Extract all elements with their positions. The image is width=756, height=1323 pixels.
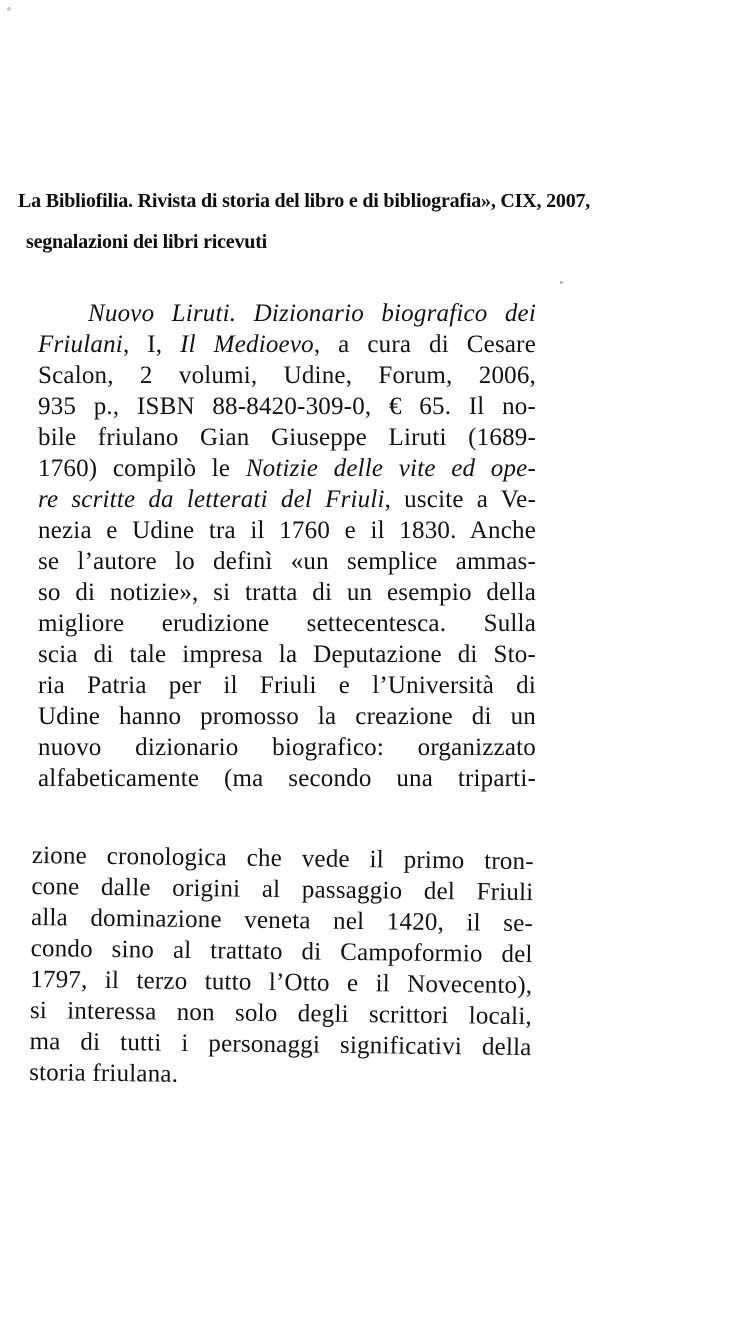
text-segment: Udine hanno promosso la creazione di un bbox=[38, 703, 536, 730]
text-segment: , I, bbox=[122, 331, 181, 358]
text-segment: ma di tutti i personaggi significativi della bbox=[29, 1027, 532, 1062]
text-segment: 935 p., ISBN 88-8420-309-0, € 65. Il no- bbox=[38, 393, 536, 420]
review-text-block-1 bbox=[38, 298, 536, 794]
text-segment: nezia e Udine tra il 1760 e il 1830. Anche bbox=[38, 517, 536, 544]
text-segment: Scalon, 2 volumi, Udine, Forum, 2006, bbox=[38, 362, 536, 389]
text-line bbox=[38, 577, 536, 608]
text-segment: alfabeticamente (ma secondo una triparti- bbox=[38, 765, 536, 792]
text-segment: migliore erudizione settecentesca. Sulla bbox=[38, 610, 536, 637]
text-line bbox=[38, 732, 536, 763]
text-segment: , uscite a Ve- bbox=[384, 486, 537, 513]
text-segment: nuovo dizionario biografico: organizzato bbox=[38, 734, 536, 761]
text-line bbox=[38, 329, 536, 360]
italic-text-segment: Notizie delle vite ed ope- bbox=[245, 455, 536, 482]
text-line bbox=[38, 422, 536, 453]
text-line bbox=[38, 515, 536, 546]
text-segment: ria Patria per il Friuli e l’Università di bbox=[38, 672, 536, 699]
journal-title-line: La Bibliofilia. Rivista di storia del libro e di bibliografia», CIX, 2007, bbox=[18, 190, 591, 212]
text-segment: so di notizie», si tratta di un esempio della bbox=[38, 579, 536, 606]
italic-text-segment: Il Medioevo bbox=[180, 331, 314, 358]
text-line bbox=[38, 298, 536, 329]
journal-header bbox=[18, 190, 718, 254]
review-text-block-2 bbox=[29, 840, 534, 1094]
text-line bbox=[38, 701, 536, 732]
text-segment: bile friulano Gian Giuseppe Liruti (1689- bbox=[38, 424, 536, 451]
text-line bbox=[38, 763, 536, 794]
text-line bbox=[38, 484, 536, 515]
text-line bbox=[38, 546, 536, 577]
text-segment: se l’autore lo definì «un semplice ammas- bbox=[38, 548, 536, 575]
italic-text-segment: Friulani bbox=[38, 331, 123, 358]
journal-section-line: segnalazioni dei libri ricevuti bbox=[26, 231, 268, 253]
text-segment: 1760) compilò le bbox=[38, 455, 246, 482]
text-segment: si interessa non solo degli scrittori locali, bbox=[29, 996, 533, 1031]
text-line bbox=[38, 453, 536, 484]
text-segment: zione cronologica che vede il primo tron- bbox=[31, 841, 534, 876]
text-line bbox=[38, 391, 536, 422]
text-line bbox=[38, 670, 536, 701]
text-line bbox=[29, 1057, 531, 1094]
text-segment: 1797, il terzo tutto l’Otto e il Novecento), bbox=[30, 965, 533, 1000]
italic-text-segment: re scritte da letterati del Friuli bbox=[38, 486, 385, 513]
text-segment: scia di tale impresa la Deputazione di Sto- bbox=[38, 641, 536, 668]
scan-artifact-speck bbox=[560, 281, 563, 284]
text-line bbox=[38, 360, 536, 391]
text-line bbox=[38, 639, 536, 670]
italic-text-segment: Nuovo Liruti. Dizionario biografico dei bbox=[88, 300, 536, 327]
text-line bbox=[38, 608, 536, 639]
text-segment: storia friulana. bbox=[28, 1058, 179, 1088]
text-segment: alla dominazione veneta nel 1420, il se- bbox=[30, 903, 534, 938]
text-segment: condo sino al trattato di Campoformio del bbox=[30, 934, 533, 969]
text-segment: , a cura di Cesare bbox=[313, 331, 536, 358]
text-segment: cone dalle origini al passaggio del Friuli bbox=[31, 872, 534, 907]
scan-artifact-speck bbox=[7, 7, 11, 11]
